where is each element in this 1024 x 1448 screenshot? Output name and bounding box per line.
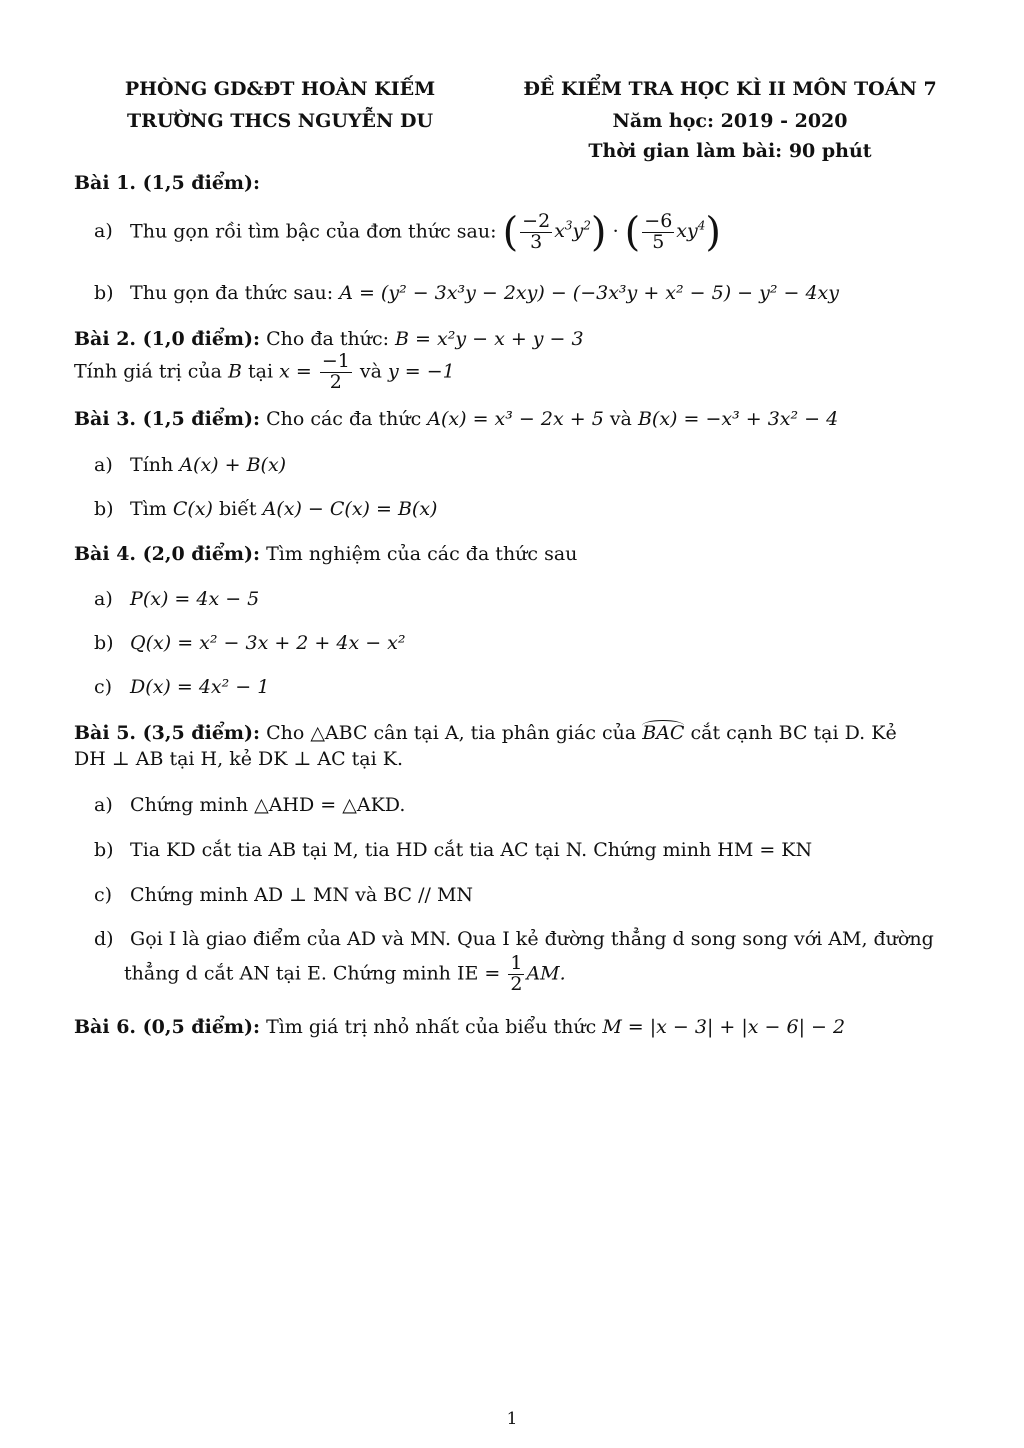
bai2-intro: Cho đa thức: [266,328,389,350]
bai5-part-b [94,839,954,861]
bai4-b-label: b) [94,632,114,654]
bai5-part-c [94,884,954,906]
bai2-var-b: B [227,360,242,383]
bai3-and: và [609,408,632,430]
bai1-b-text: Thu gọn đa thức sau: [130,282,334,304]
bai5-intro3: DH ⊥ AB tại H, kẻ DK ⊥ AC tại K. [74,748,403,770]
bai1-a-label: a) [94,220,113,243]
bai3-a-label: a) [94,454,113,476]
bai2-line1 [74,328,954,350]
bai5-part-a [94,794,954,816]
bai5-a-text: Chứng minh △AHD = △AKD. [130,794,406,816]
bai5-d-fraction: $\frac{1}{2}$ [510,952,523,995]
bai3-b-expression: B(x) = −x³ + 3x² − 4 [637,408,839,430]
bai3-b-mid: biết [219,498,257,520]
header-school-year: Năm học: 2019 - 2020 [612,110,848,132]
bai3-a-expression: A(x) = x³ − 2x + 5 [427,408,604,430]
bai1-b-label: b) [94,282,114,304]
bai4-title: Bài 4. (2,0 điểm): [74,543,261,565]
page-number: 1 [506,1409,518,1429]
bai3-part-a [94,454,954,476]
bai4-c-label: c) [94,676,113,698]
bai3-line1 [74,408,954,430]
bai4-line1 [74,543,954,565]
bai5-d-label: d) [94,928,114,950]
bai2-x-fraction: $\frac{-1}{2}$ [321,350,350,393]
bai5-d-text1: Gọi I là giao điểm của AD và MN. Qua I kẻ đường thẳng d song song với AM, đường [130,928,934,950]
bai3-a-task: A(x) + B(x) [179,454,287,476]
bai6-text: Tìm giá trị nhỏ nhất của biểu thức [266,1016,597,1038]
bai3-a-text: Tính [130,454,174,476]
bai5-title: Bài 5. (3,5 điểm): [74,722,261,744]
bai4-part-c [94,676,954,698]
bai3-b-text: Tìm [130,498,167,520]
bai6-expression: M = |x − 3| + |x − 6| − 2 [602,1016,846,1038]
bai2-expression: B = x²y − x + y − 3 [395,328,584,350]
bai5-line1 [74,722,954,744]
bai3-intro: Cho các đa thức [266,408,422,430]
bai5-c-text: Chứng minh AD ⊥ MN và BC // MN [130,884,474,906]
bai2-line2: Tính giá trị của B tại x = $\frac{-1}{2}$ và y = −1 [74,350,455,393]
bai1-b-expression: A = (y² − 3x³y − 2xy) − (−3x³y + x² − 5) − y² − 4xy [339,282,839,304]
bai5-intro1: Cho △ABC cân tại A, tia phân giác của [266,722,637,744]
header-department: PHÒNG GD&ĐT HOÀN KIẾM [124,78,436,100]
bai2-y-value: y = −1 [387,360,455,383]
bai2-and: và [359,360,382,383]
bai3-b-var: C(x) [172,498,213,520]
bai5-c-label: c) [94,884,113,906]
bai5-b-label: b) [94,839,114,861]
bai4-part-b [94,632,954,654]
bai5-part-d [94,928,954,950]
bai1-a-fraction-1: $\frac{-2}{3}$ [522,210,551,253]
bai5-intro2: cắt cạnh BC tại D. Kẻ [690,722,897,744]
bai3-title: Bài 3. (1,5 điểm): [74,408,261,430]
header-exam-title: ĐỀ KIỂM TRA HỌC KÌ II MÔN TOÁN 7 [523,78,937,100]
bai1-a-fraction-2: $\frac{-6}{5}$ [644,210,673,253]
bai3-b-task: A(x) − C(x) = B(x) [262,498,438,520]
bai6-line [74,1016,954,1038]
header-school: TRƯỜNG THCS NGUYỄN DU [126,110,434,132]
bai2-title: Bài 2. (1,0 điểm): [74,328,261,350]
bai2-line2-text: Tính giá trị của [74,360,222,383]
bai4-part-a [94,588,954,610]
bai1-title: Bài 1. (1,5 điểm): [74,172,261,194]
bai4-a-expression: P(x) = 4x − 5 [130,588,260,610]
bai3-part-b [94,498,954,520]
header-duration: Thời gian làm bài: 90 phút [588,140,872,162]
bai5-d-text2: thẳng d cắt AN tại E. Chứng minh IE = [124,962,501,985]
bai5-part-d-line2 [124,954,954,995]
bai1-part-b [94,282,954,304]
bai3-b-label: b) [94,498,114,520]
bai6-title: Bài 6. (0,5 điểm): [74,1016,261,1038]
bai2-at: tại [247,360,274,383]
bai5-angle: BAC [642,722,685,744]
bai4-intro: Tìm nghiệm của các đa thức sau [266,543,578,565]
bai4-c-expression: D(x) = 4x² − 1 [130,676,270,698]
bai1-a-text: Thu gọn rồi tìm bậc của đơn thức sau: [130,220,497,243]
bai1-part-a: a) Thu gọn rồi tìm bậc của đơn thức sau: ( $\frac{-2}{3}$ $x^3y^2$) · ( $\frac{-6}{5}$ $xy^4$) [94,209,721,256]
bai4-a-label: a) [94,588,113,610]
bai5-a-label: a) [94,794,113,816]
bai4-b-expression: Q(x) = x² − 3x + 2 + 4x − x² [130,632,406,654]
bai5-b-text: Tia KD cắt tia AB tại M, tia HD cắt tia AC tại N. Chứng minh HM = KN [130,839,813,861]
bai5-d-tail: AM. [526,962,566,985]
